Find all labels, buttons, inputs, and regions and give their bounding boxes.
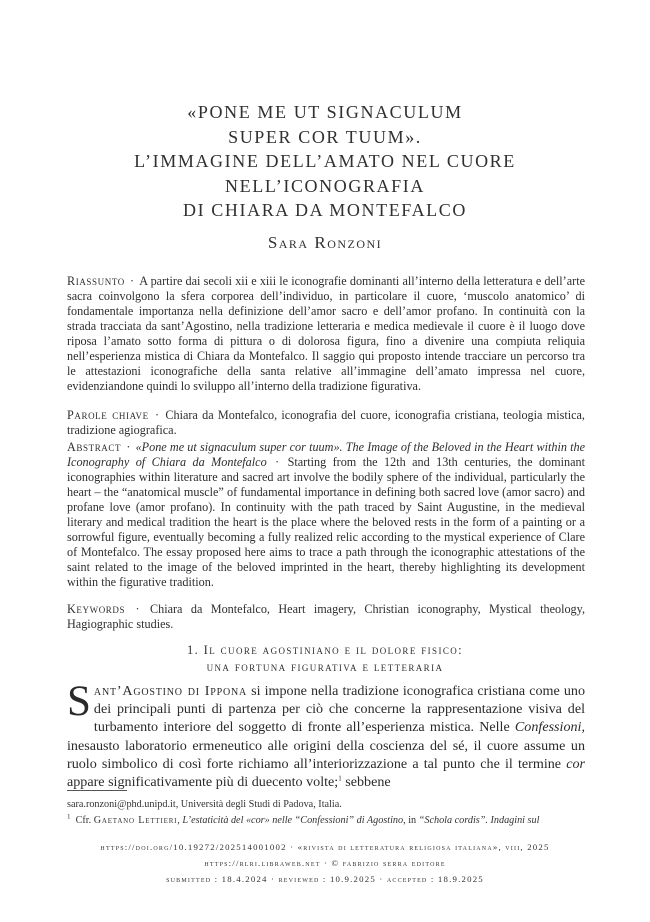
- keywords-label: Keywords: [67, 602, 126, 616]
- title-line: L’IMMAGINE DELL’AMATO NEL CUORE: [134, 151, 516, 171]
- footnote-book: “Schola cordis”. Indagini sul: [418, 815, 540, 826]
- body-text: si impone nella tradizione iconografica cristiana come uno dei principali punti di partenza per ciò che concerne la rappresentazione visiva del turbamento interiore del soggetto di fronte all’esperienza mistica. Nelle: [93, 683, 585, 736]
- footnote-text: , in: [403, 815, 419, 826]
- author-name: Sara Ronzoni: [267, 233, 383, 252]
- footnote-text: ,: [177, 815, 183, 826]
- parole-chiave-label: Parole chiave: [67, 408, 149, 422]
- dates-line: submitted : 18.4.2024 · reviewed : 10.9.2025 · accepted : 18.9.2025: [166, 874, 484, 884]
- title-line: DI CHIARA DA MONTEFALCO: [183, 200, 467, 220]
- abstract-text: Starting from the 12th and 13th centuries, the dominant iconographies within literature and sacred art involve the bodily sphere of the individual, particularly the heart – the “anatomical muscle” of fundamental importance in defining both sacred love (amor sacro) and profane love (amor profano). In continuity with the path traced by Saint Augustine, in the medieval literary and medical tradition the heart is the place where the beloved rests in the form of a painting or a sorrowful figure, eventually becoming a fully realized relic according to the mystical experience of Clare of Montefalco. The essay proposed here aims to trace a path through the iconographic attestations of the saint related to the image of the beloved imprinted in the heart, thereby highlighting its development within the figurative tradition.: [67, 455, 585, 589]
- title-line: SUPER COR TUUM».: [228, 126, 422, 147]
- parole-chiave-block: Parole chiave · Chiara da Montefalco, iconografia del cuore, iconografia cristiana, teologia mistica, tradizione agiografica.: [67, 408, 585, 437]
- abstract-title: «Pone me ut signaculum super cor tuum». The Image of the Beloved in the Heart within the Iconography of Chiara da Montefalco: [67, 440, 586, 469]
- body-italic: Confessioni: [514, 719, 582, 736]
- title-line: NELL’ICONOGRAFIA: [225, 175, 425, 196]
- abstract-label: Abstract: [67, 440, 122, 454]
- section-heading-line: 1. Il cuore agostiniano e il dolore fisico:: [186, 643, 464, 657]
- body-text: , inesausto laboratorio ermeneutico alle origini della coscienza del sé, il cuore assume un ruolo simbolico di così forte richiamo all’interiorizzazione a tal punto che il termine: [67, 719, 585, 772]
- abstract-block: Abstract · «Pone me ut signaculum super cor tuum». The Image of the Beloved in the Heart within the Iconography of Chiara da Montefalco · Starting from the 12th and 13th centuries, the dominant iconographies within literature and sacred art involve the bodily sphere of the individual, particularly the heart – the “anatomical muscle” of fundamental importance in defining both sacred love (amor sacro) and profane love (amor profano). In continuity with the path traced by Saint Augustine, in the medieval literary and medical tradition the heart is the place where the beloved rests in the form of a painting or a sorrowful figure, eventually becoming a fully realized relic according to the mystical experience of Clare of Montefalco. The essay proposed here aims to trace a path through the iconographic attestations of the saint related to the image of the beloved imprinted in the heart, thereby highlighting its development within the figurative tradition.: [67, 440, 586, 589]
- footnote-author: Gaetano Lettieri: [93, 815, 178, 826]
- body-text: appare significativamente più di duecento volte;: [67, 774, 339, 791]
- body-text: sebbene: [341, 774, 391, 791]
- article-title: [60, 100, 590, 223]
- drop-cap: S: [67, 678, 91, 725]
- contact-footnote: sara.ronzoni@phd.unipd.it, Università degli Studi di Padova, Italia.: [67, 799, 342, 810]
- keywords-block: Keywords · Chiara da Montefalco, Heart imagery, Christian iconography, Mystical theology, Hagiographic studies.: [67, 602, 585, 631]
- publisher-line[interactable]: https://rlri.libraweb.net · © fabrizio serra editore: [204, 858, 446, 868]
- title-line: «PONE ME UT SIGNACULUM: [187, 102, 463, 122]
- doi-line[interactable]: https://doi.org/10.19272/202514001002 · «rivista di letteratura religiosa italiana», viii, 2025: [100, 842, 550, 852]
- footnote-rule: [67, 790, 127, 791]
- riassunto-block: Riassunto · A partire dai secoli xii e xiii le iconografie dominanti all’interno della letteratura e dell’arte sacra coinvolgono la sfera corporea dell’individuo, in particolare il cuore, ‘muscolo anatomico’ di fondamentale importanza nella definizione dell’amor sacro e dell’amor profano. In continuità con la strada tracciata da sant’Agostino, nella tradizione letteraria e medica medievale il cuore è il luogo dove riposa l’amato sotto forma di pittura o di dolorosa figura, fino a divenire una compiuta reliquia nell’esperienza mistica di Chiara da Montefalco. Il saggio qui proposto intende tracciare un percorso tra le attestazioni iconografiche della santa relative all’immagine dell’amato impressa nel cuore, evidenziandone quindi lo sviluppo all’interno della tradizione figurativa.: [67, 274, 585, 393]
- footnote-1: [67, 814, 607, 827]
- riassunto-label: Riassunto: [67, 274, 125, 288]
- footnote-text: Cfr.: [75, 815, 94, 826]
- body-italic: cor: [566, 755, 585, 772]
- footnote-ref[interactable]: 1: [338, 774, 342, 783]
- section-heading: [60, 642, 590, 676]
- footnote-title: L’estaticità del «cor» nelle “Confessioni” di Agostino: [182, 815, 404, 826]
- footnote-mark: 1: [67, 814, 71, 821]
- body-paragraph: [67, 678, 585, 791]
- parole-chiave-text: Chiara da Montefalco, iconografia del cuore, iconografia cristiana, teologia mistica, tradizione agiografica.: [67, 408, 585, 437]
- keywords-text: Chiara da Montefalco, Heart imagery, Christian iconography, Mystical theology, Hagiographic studies.: [67, 602, 585, 631]
- riassunto-text: A partire dai secoli xii e xiii le iconografie dominanti all’interno della letteratura e dell’arte sacra coinvolgono la sfera corporea dell’individuo, in particolare il cuore, ‘muscolo anatomico’ di fondamentale importanza nella definizione dell’amor sacro e dell’amor profano. In continuità con la strada tracciata da sant’Agostino, nella tradizione letteraria e medica medievale il cuore è il luogo dove riposa l’amato sotto forma di pittura o di dolorosa figura, fino a divenire una compiuta reliquia nell’esperienza mistica di Chiara da Montefalco. Il saggio qui proposto intende tracciare un percorso tra le attestazioni iconografiche della santa relative all’immagine dell’amato impressa nel cuore, evidenziandone quindi lo sviluppo all’interno della tradizione figurativa.: [67, 274, 585, 393]
- lead-small-caps: ant’Agostino di Ippona: [93, 683, 248, 699]
- section-heading-line: una fortuna figurativa e letteraria: [206, 660, 444, 674]
